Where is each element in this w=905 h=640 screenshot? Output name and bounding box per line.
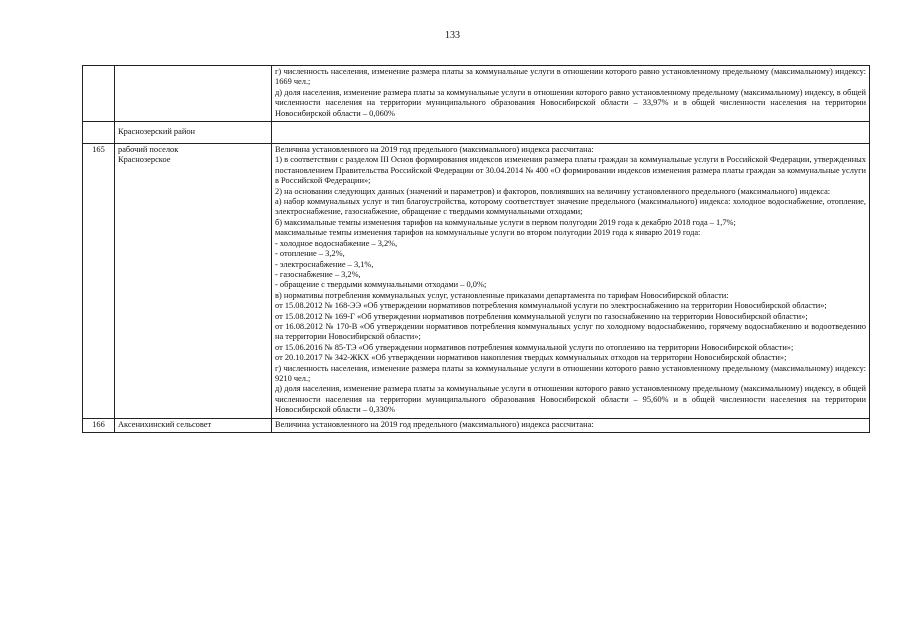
calculation-text-line: б) максимальные темпы изменения тарифов на коммунальные услуги в первом полугодии 2019 года к декабрю 2018 года – 1,7%; — [275, 217, 736, 227]
calculation-text-line: 2) на основании следующих данных (значений и параметров) и факторов, повлиявших на величину установленного предельного (максимального) индекса: — [275, 186, 831, 196]
municipality-name-cell — [115, 66, 272, 122]
calculation-text-cell — [272, 418, 870, 432]
calculation-text-line: 1) в соответствии с разделом III Основ формирования индексов изменения размера платы граждан за коммунальные услуги в Российской Федерации, утвержденных постановлением Правительства Российской Федерации от 30.04.2014 № 400 «О формировании индексов изменения размера платы граждан за коммунальные услуги в Российской Федерации»; — [275, 155, 866, 186]
municipality-name-line: Аксенихинский сельсовет — [118, 419, 212, 429]
calculation-text-line: в) нормативы потребления коммунальных услуг, установленные приказами департамента по тарифам Новосибирской области: — [275, 290, 729, 300]
calculation-text-line: от 20.10.2017 № 342-ЖКХ «Об утверждении нормативов накопления твердых коммунальных отходов на территории Новосибирской области»; — [275, 353, 787, 363]
calculation-text-line: Величина установленного на 2019 год предельного (максимального) индекса рассчитана: — [275, 145, 594, 155]
calculation-text-line: а) набор коммунальных услуг и тип благоустройства, которому соответствует значение предельного (максимального) индекса: холодное водоснабжение, отопление, электроснабжение, газоснабжение, обращение с твердыми коммунальными отходами; — [275, 197, 866, 217]
calculation-text-line: д) доля населения, изменение размера платы за коммунальные услуги в отношении которого равно установленному предельному (максимальному) индексу, в общей численности населения на территории муниципального образования Новосибирской области – 33,97% и в общей численности населения на территории Новосибирской области – 0,060% — [275, 87, 866, 118]
calculation-text-line: от 15.06.2016 № 85-ТЭ «Об утверждении нормативов потребления коммунальной услуги по отоплению на территории Новосибирской области»; — [275, 342, 794, 352]
calculation-text-line: от 16.08.2012 № 170-В «Об утверждении нормативов потребления коммунальных услуг по холодному водоснабжению, горячему водоснабжению и водоотведению на территории Новосибирской области»; — [275, 321, 866, 342]
calculation-text-line: г) численность населения, изменение размера платы за коммунальные услуги в отношении которого равно установленному предельному (максимальному) индексу: 9210 чел.; — [275, 363, 866, 383]
municipality-name-cell — [115, 122, 272, 144]
row-number-cell — [83, 122, 115, 144]
calculation-text-line: - газоснабжение – 3,2%, — [275, 269, 361, 279]
calculation-text-cell — [272, 66, 870, 122]
index-table — [82, 65, 870, 433]
calculation-text-line: - обращение с твердыми коммунальными отходами – 0,0%; — [275, 280, 487, 290]
calculation-text-cell — [272, 144, 870, 419]
table-row — [83, 66, 870, 122]
municipality-name-cell — [115, 144, 272, 419]
table-row — [83, 144, 870, 419]
calculation-text-line: - электроснабжение – 3,1%, — [275, 259, 374, 269]
calculation-text-line: от 15.08.2012 № 168-ЭЭ «Об утверждении нормативов потребления коммунальной услуги по электроснабжению на территории Новосибирской области»; — [275, 301, 827, 311]
municipality-name-line: Краснозерское — [118, 155, 171, 165]
row-number-cell: 166 — [83, 418, 115, 432]
municipality-name-line: Краснозерский район — [118, 126, 195, 136]
calculation-text-cell — [272, 122, 870, 144]
calculation-text-line: д) доля населения, изменение размера платы за коммунальные услуги в отношении которого равно установленному предельному (максимальному) индексу, в общей численности населения на территории муниципального образования Новосибирской области – 95,60% и в общей численности населения на территории Новосибирской области – 0,330% — [275, 384, 866, 415]
table-row — [83, 122, 870, 144]
page-number: 133 — [445, 30, 460, 41]
row-number-cell: 165 — [83, 144, 115, 419]
municipality-name-line: рабочий поселок — [118, 145, 179, 155]
calculation-text-line: Величина установленного на 2019 год предельного (максимального) индекса рассчитана: — [275, 419, 594, 429]
calculation-text-line: - отопление – 3,2%, — [275, 249, 345, 259]
table-row — [83, 418, 870, 432]
calculation-text-line: от 15.08.2012 № 169-Г «Об утверждении нормативов потребления коммунальной услуги по газоснабжению на территории Новосибирской области»; — [275, 311, 808, 321]
calculation-text-line: г) численность населения, изменение размера платы за коммунальные услуги в отношении которого равно установленному предельному (максимальному) индексу: 1669 чел.; — [275, 67, 866, 87]
calculation-text-line: - холодное водоснабжение – 3,2%, — [275, 238, 398, 248]
row-number-cell — [83, 66, 115, 122]
calculation-text-line: максимальные темпы изменения тарифов на коммунальные услуги во втором полугодии 2019 года к январю 2019 года: — [275, 228, 701, 238]
municipality-name-cell — [115, 418, 272, 432]
